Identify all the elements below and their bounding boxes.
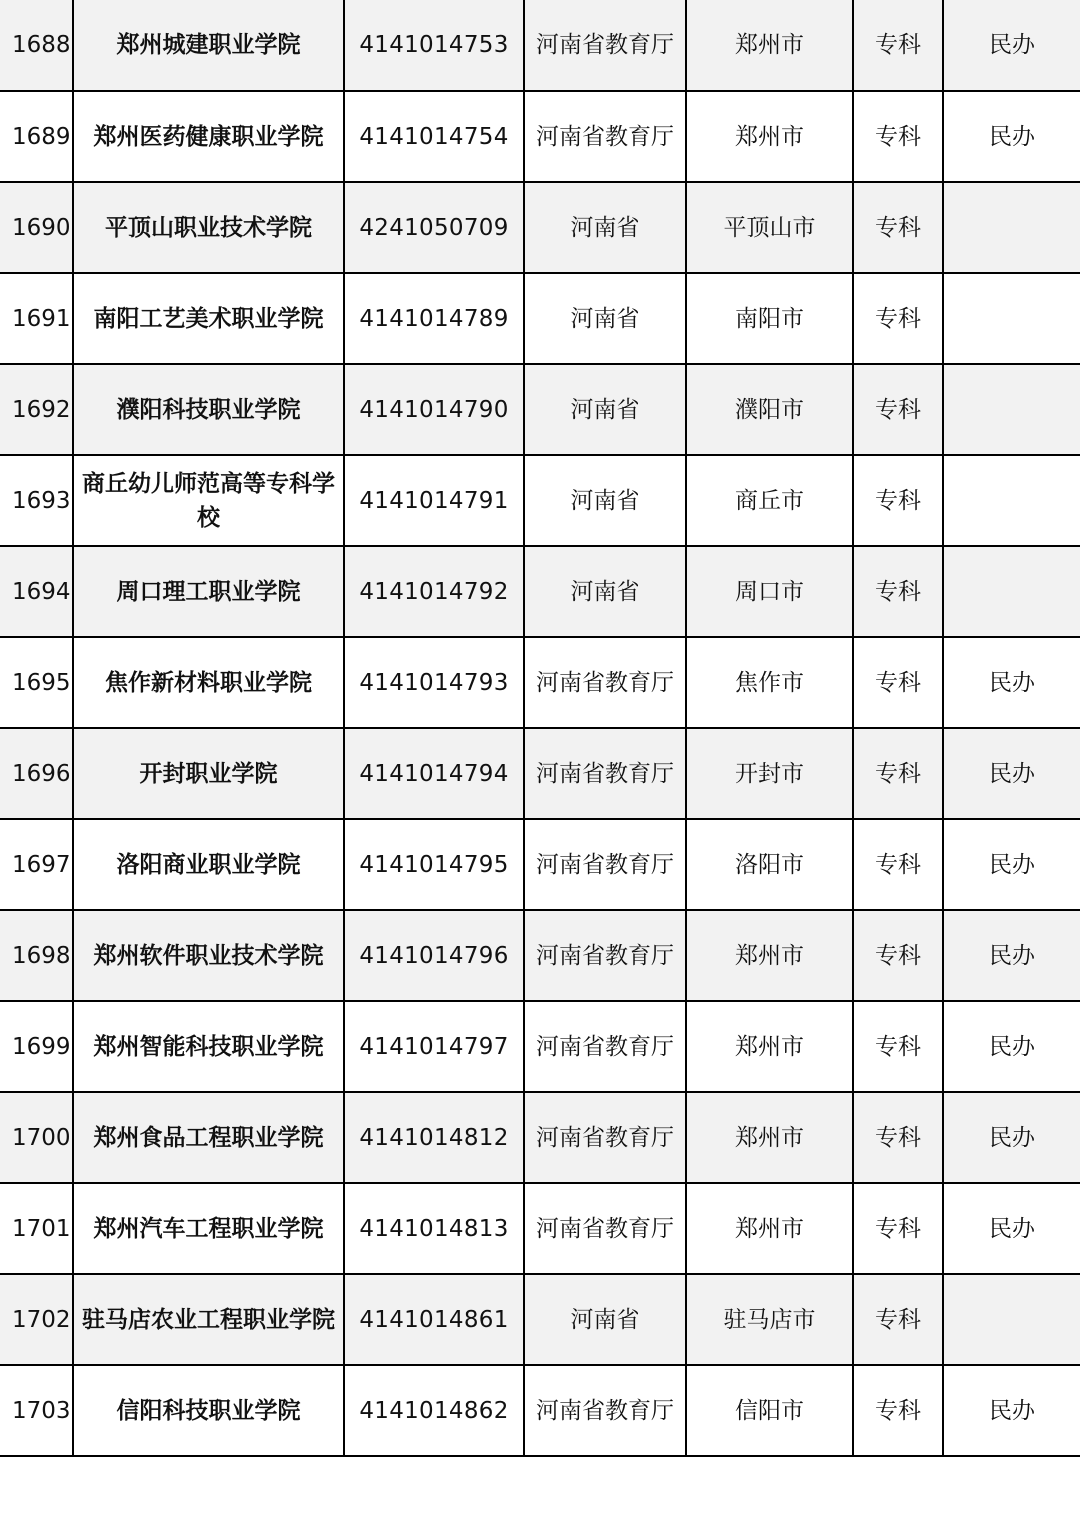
note: 民办 <box>943 1183 1080 1274</box>
authority: 河南省 <box>524 546 686 637</box>
row-number: 1695 <box>0 637 73 728</box>
school-name: 开封职业学院 <box>73 728 344 819</box>
level: 专科 <box>853 546 943 637</box>
row-number: 1691 <box>0 273 73 364</box>
level: 专科 <box>853 637 943 728</box>
city: 驻马店市 <box>686 1274 853 1365</box>
school-code: 4141014862 <box>344 1365 524 1456</box>
school-code: 4141014790 <box>344 364 524 455</box>
authority: 河南省教育厅 <box>524 637 686 728</box>
city: 郑州市 <box>686 1001 853 1092</box>
authority: 河南省教育厅 <box>524 0 686 91</box>
city: 南阳市 <box>686 273 853 364</box>
school-code: 4141014795 <box>344 819 524 910</box>
note <box>943 182 1080 273</box>
city: 濮阳市 <box>686 364 853 455</box>
level: 专科 <box>853 1092 943 1183</box>
school-code: 4141014753 <box>344 0 524 91</box>
note: 民办 <box>943 0 1080 91</box>
school-name: 商丘幼儿师范高等专科学校 <box>73 455 344 546</box>
row-number: 1703 <box>0 1365 73 1456</box>
note: 民办 <box>943 1001 1080 1092</box>
level: 专科 <box>853 364 943 455</box>
school-name: 南阳工艺美术职业学院 <box>73 273 344 364</box>
level: 专科 <box>853 1365 943 1456</box>
city: 平顶山市 <box>686 182 853 273</box>
table-row <box>0 0 1080 91</box>
row-number: 1692 <box>0 364 73 455</box>
city: 郑州市 <box>686 1183 853 1274</box>
school-code: 4141014797 <box>344 1001 524 1092</box>
level: 专科 <box>853 728 943 819</box>
note <box>943 1274 1080 1365</box>
school-name: 平顶山职业技术学院 <box>73 182 344 273</box>
table-row <box>0 273 1080 364</box>
authority: 河南省教育厅 <box>524 1365 686 1456</box>
level: 专科 <box>853 1001 943 1092</box>
table-row <box>0 637 1080 728</box>
school-code: 4141014789 <box>344 273 524 364</box>
authority: 河南省 <box>524 273 686 364</box>
school-code: 4141014793 <box>344 637 524 728</box>
city: 郑州市 <box>686 91 853 182</box>
school-name: 郑州食品工程职业学院 <box>73 1092 344 1183</box>
city: 郑州市 <box>686 0 853 91</box>
school-code: 4141014792 <box>344 546 524 637</box>
school-name: 郑州医药健康职业学院 <box>73 91 344 182</box>
authority: 河南省教育厅 <box>524 1092 686 1183</box>
level: 专科 <box>853 91 943 182</box>
table-row <box>0 364 1080 455</box>
table-row <box>0 728 1080 819</box>
level: 专科 <box>853 182 943 273</box>
row-number: 1697 <box>0 819 73 910</box>
authority: 河南省 <box>524 182 686 273</box>
school-code: 4141014791 <box>344 455 524 546</box>
city: 商丘市 <box>686 455 853 546</box>
level: 专科 <box>853 273 943 364</box>
row-number: 1702 <box>0 1274 73 1365</box>
school-name: 周口理工职业学院 <box>73 546 344 637</box>
row-number: 1688 <box>0 0 73 91</box>
level: 专科 <box>853 819 943 910</box>
school-name: 郑州城建职业学院 <box>73 0 344 91</box>
table-row <box>0 455 1080 546</box>
school-name: 焦作新材料职业学院 <box>73 637 344 728</box>
city: 焦作市 <box>686 637 853 728</box>
row-number: 1699 <box>0 1001 73 1092</box>
row-number: 1693 <box>0 455 73 546</box>
school-code: 4241050709 <box>344 182 524 273</box>
table-row <box>0 1274 1080 1365</box>
note: 民办 <box>943 637 1080 728</box>
level: 专科 <box>853 1183 943 1274</box>
school-code: 4141014754 <box>344 91 524 182</box>
row-number: 1689 <box>0 91 73 182</box>
note: 民办 <box>943 819 1080 910</box>
authority: 河南省 <box>524 1274 686 1365</box>
school-code: 4141014812 <box>344 1092 524 1183</box>
authority: 河南省教育厅 <box>524 728 686 819</box>
level: 专科 <box>853 1274 943 1365</box>
note: 民办 <box>943 1092 1080 1183</box>
school-name: 驻马店农业工程职业学院 <box>73 1274 344 1365</box>
row-number: 1698 <box>0 910 73 1001</box>
note: 民办 <box>943 910 1080 1001</box>
authority: 河南省教育厅 <box>524 819 686 910</box>
city: 周口市 <box>686 546 853 637</box>
school-name: 郑州智能科技职业学院 <box>73 1001 344 1092</box>
authority: 河南省 <box>524 364 686 455</box>
authority: 河南省教育厅 <box>524 91 686 182</box>
note <box>943 273 1080 364</box>
city: 信阳市 <box>686 1365 853 1456</box>
table-row <box>0 910 1080 1001</box>
level: 专科 <box>853 910 943 1001</box>
table-row <box>0 1092 1080 1183</box>
note: 民办 <box>943 728 1080 819</box>
school-name: 洛阳商业职业学院 <box>73 819 344 910</box>
level: 专科 <box>853 455 943 546</box>
table-row <box>0 819 1080 910</box>
school-code: 4141014813 <box>344 1183 524 1274</box>
table-row <box>0 1365 1080 1456</box>
city: 洛阳市 <box>686 819 853 910</box>
note <box>943 455 1080 546</box>
row-number: 1700 <box>0 1092 73 1183</box>
school-name: 濮阳科技职业学院 <box>73 364 344 455</box>
table-row <box>0 182 1080 273</box>
table-row <box>0 546 1080 637</box>
city: 郑州市 <box>686 1092 853 1183</box>
table-row <box>0 91 1080 182</box>
note: 民办 <box>943 1365 1080 1456</box>
row-number: 1690 <box>0 182 73 273</box>
table-row <box>0 1183 1080 1274</box>
row-number: 1694 <box>0 546 73 637</box>
authority: 河南省教育厅 <box>524 1183 686 1274</box>
city: 开封市 <box>686 728 853 819</box>
table-row <box>0 1001 1080 1092</box>
school-name: 郑州汽车工程职业学院 <box>73 1183 344 1274</box>
school-code: 4141014794 <box>344 728 524 819</box>
school-code: 4141014796 <box>344 910 524 1001</box>
note <box>943 546 1080 637</box>
note: 民办 <box>943 91 1080 182</box>
city: 郑州市 <box>686 910 853 1001</box>
row-number: 1696 <box>0 728 73 819</box>
authority: 河南省教育厅 <box>524 1001 686 1092</box>
row-number: 1701 <box>0 1183 73 1274</box>
school-name: 郑州软件职业技术学院 <box>73 910 344 1001</box>
authority: 河南省 <box>524 455 686 546</box>
authority: 河南省教育厅 <box>524 910 686 1001</box>
level: 专科 <box>853 0 943 91</box>
note <box>943 364 1080 455</box>
school-name: 信阳科技职业学院 <box>73 1365 344 1456</box>
school-code: 4141014861 <box>344 1274 524 1365</box>
